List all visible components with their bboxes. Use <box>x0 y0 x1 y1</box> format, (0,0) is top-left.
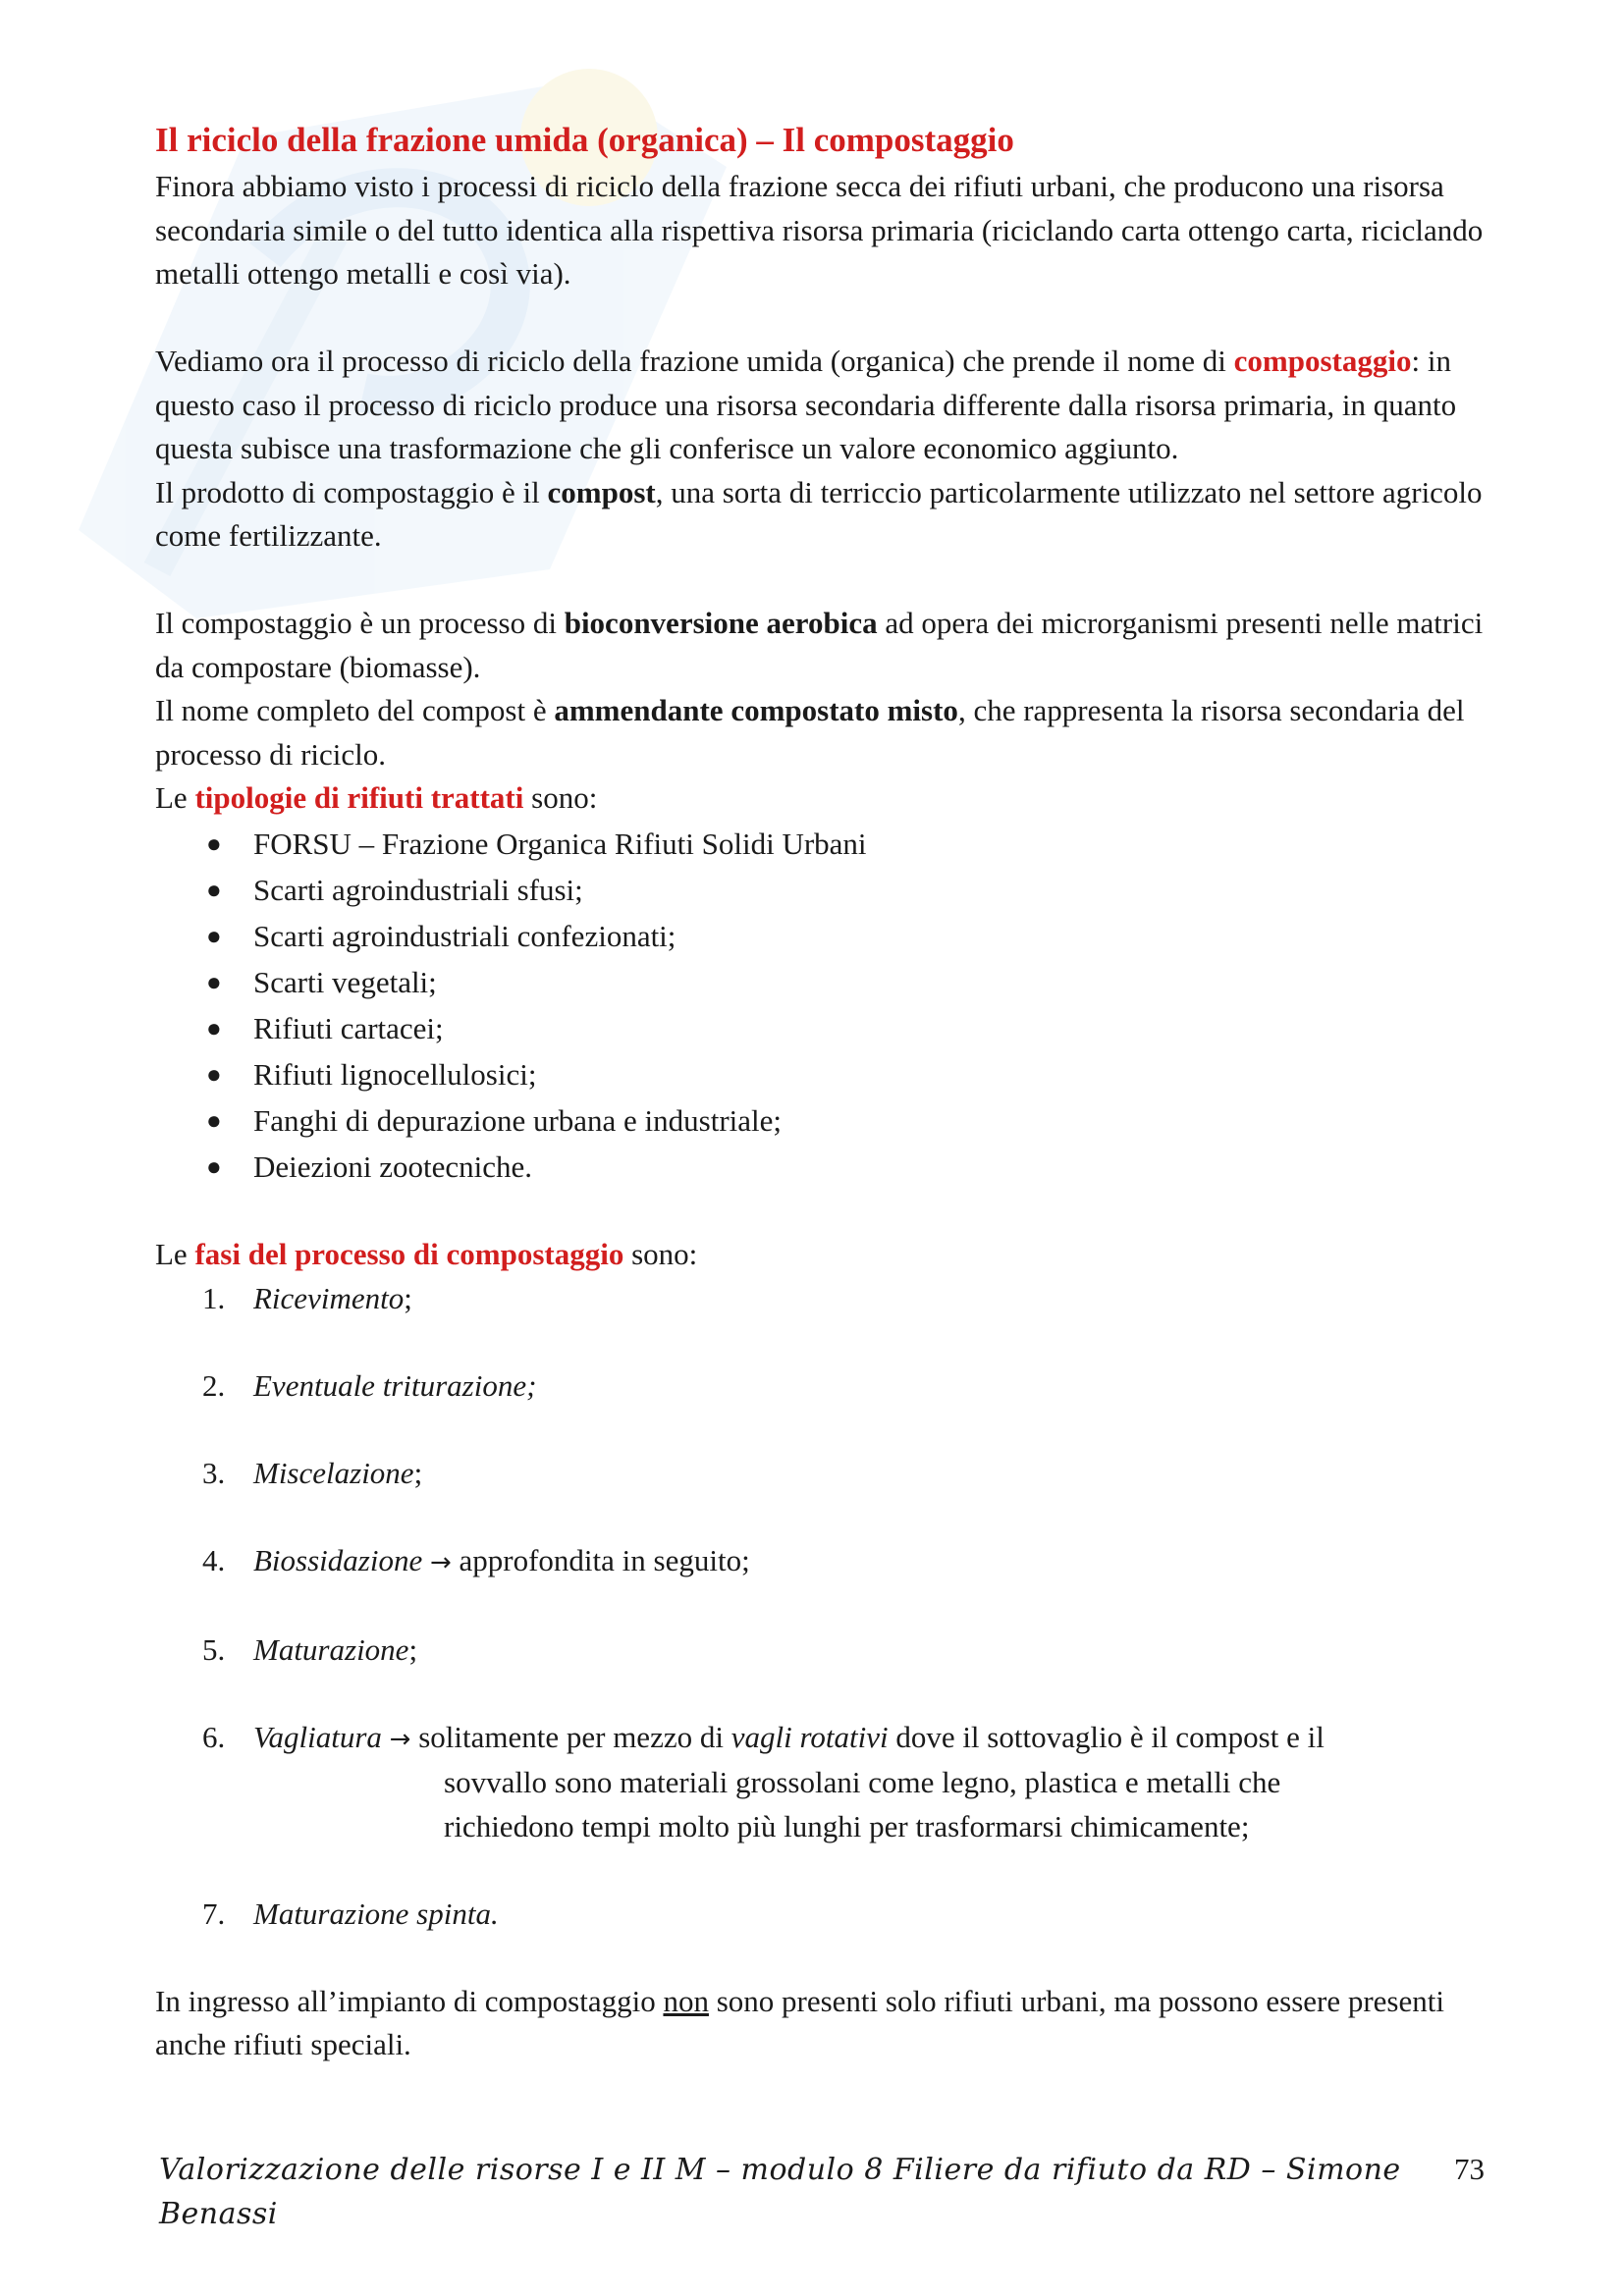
phase-item: 2. Eventuale triturazione; <box>202 1367 537 1403</box>
bullet-icon: ● <box>206 1059 222 1089</box>
composting-paragraph: Vediamo ora il processo di riciclo della frazione umida (organica) che prende il nome di compostaggio: in questo caso il processo di riciclo produce una risorsa secondaria differente dalla risorsa primaria, in quanto questa subisce una trasformazione che gli conferisce un valore economico aggiunto. <box>155 344 1457 465</box>
bullet-icon: ● <box>206 921 222 950</box>
closing-paragraph: In ingresso all’impianto di compostaggio non sono presenti solo rifiuti urbani, ma possono essere presenti anche rifiuti speciali. <box>155 1983 1444 2061</box>
term-fasi: fasi del processo di compostaggio <box>194 1237 624 1271</box>
phase-item: 1. Ricevimento; <box>202 1280 412 1315</box>
intro-paragraph: Finora abbiamo visto i processi di riciclo della frazione secca dei rifiuti urbani, che producono una risorsa secondaria simile o del tutto identica alla rispettiva risorsa primaria (riciclando carta ottengo carta, riciclando metalli ottengo metalli e così via). <box>155 169 1484 291</box>
bullet-icon: ● <box>206 1105 222 1135</box>
arrow-right-icon: → <box>389 1724 411 1754</box>
list-item: ● Deiezioni zootecniche. <box>155 1144 1490 1190</box>
bioconversion-paragraph: Il compostaggio è un processo di bioconversione aerobica ad opera dei microrganismi presenti nelle matrici da compostare (biomasse). <box>155 606 1484 684</box>
section-title: Il riciclo della frazione umida (organica) – Il compostaggio <box>155 121 1014 159</box>
phase-item: 4. Biossidazione → approfondita in seguito; <box>202 1542 750 1577</box>
arrow-right-icon: → <box>429 1547 452 1577</box>
list-item: ● FORSU – Frazione Organica Rifiuti Solidi Urbani <box>155 821 1490 867</box>
page-number: 73 <box>1454 2152 1485 2186</box>
bullet-icon: ● <box>206 828 222 858</box>
phase-item: 7. Maturazione spinta. <box>202 1896 499 1931</box>
term-bioconversione: bioconversione aerobica <box>564 606 878 640</box>
term-tipologie: tipologie di rifiuti trattati <box>194 780 524 815</box>
phase-item: 5. Maturazione; <box>202 1631 418 1667</box>
phase-item: 3. Miscelazione; <box>202 1455 423 1490</box>
phases-intro: Le fasi del processo di compostaggio sono: <box>155 1237 698 1271</box>
document-page <box>155 116 1490 2067</box>
list-item: ● Scarti agroindustriali confezionati; <box>155 913 1490 959</box>
list-item: ● Rifiuti cartacei; <box>155 1005 1490 1051</box>
term-compost: compost <box>547 474 656 509</box>
list-item: ● Rifiuti lignocellulosici; <box>155 1051 1490 1097</box>
list-item: ● Scarti agroindustriali sfusi; <box>155 867 1490 913</box>
phase-item-vagliatura: 6. Vagliatura → solitamente per mezzo di vagli rotativi dove il sottovaglio è il compost e il sovvallo sono materiali grossolani come legno, plastica e metalli che richiedono tempi molto più lunghi per trasformarsi chimicamente; <box>202 1719 1325 1843</box>
page-footer <box>159 2148 1485 2236</box>
bullet-icon: ● <box>206 875 222 904</box>
compost-paragraph: Il prodotto di compostaggio è il compost, una sorta di terriccio particolarmente utilizzato nel settore agricolo come fertilizzante. <box>155 474 1483 553</box>
phases-list <box>155 1277 1490 1937</box>
list-item: ● Fanghi di depurazione urbana e industriale; <box>155 1097 1490 1144</box>
bullet-icon: ● <box>206 1151 222 1181</box>
list-item: ● Scarti vegetali; <box>155 959 1490 1005</box>
waste-types-list <box>155 821 1490 1190</box>
term-compostaggio: compostaggio <box>1233 344 1412 378</box>
full-name-paragraph: Il nome completo del compost è ammendante compostato misto, che rappresenta la risorsa secondaria del processo di riciclo. <box>155 693 1465 772</box>
waste-types-intro: Le tipologie di rifiuti trattati sono: <box>155 780 598 815</box>
bullet-icon: ● <box>206 1013 222 1042</box>
term-ammendante: ammendante compostato misto <box>554 693 958 727</box>
bullet-icon: ● <box>206 967 222 996</box>
footer-course: Valorizzazione delle risorse I e II M – modulo 8 Filiere da rifiuto da RD – Simone Benassi <box>159 2153 1401 2231</box>
